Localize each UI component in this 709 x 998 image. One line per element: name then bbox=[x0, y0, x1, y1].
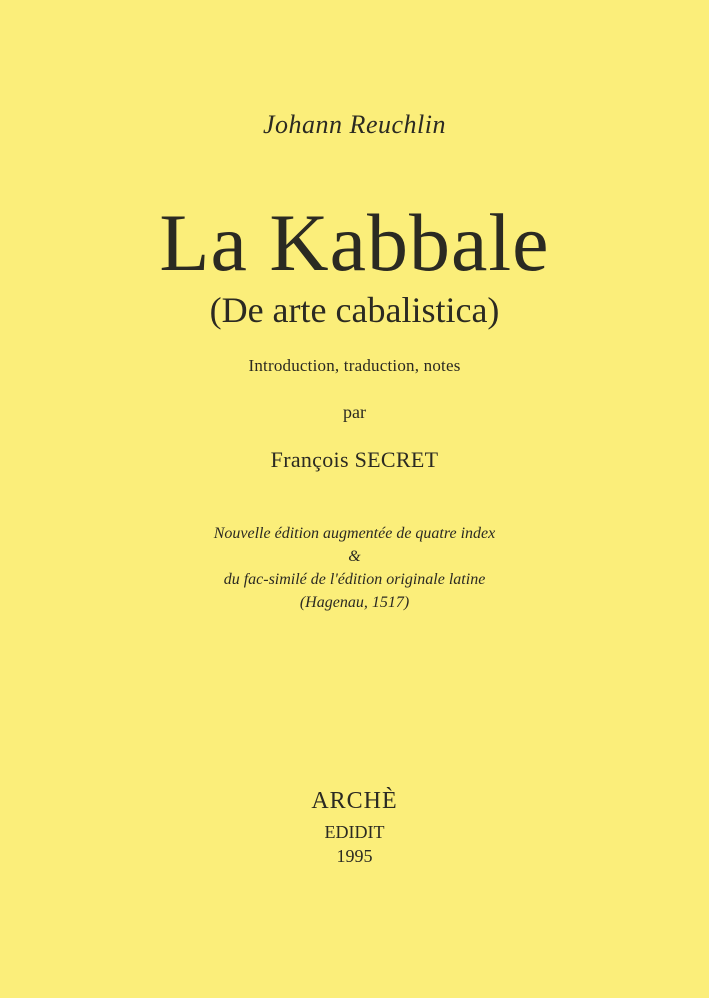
book-subtitle: (De arte cabalistica) bbox=[209, 290, 500, 330]
intro-line: Introduction, traduction, notes bbox=[248, 356, 461, 375]
edition-line-3: du fac-similé de l'édition originale latine bbox=[223, 571, 486, 588]
par-line: par bbox=[343, 402, 366, 422]
edition-note bbox=[0, 522, 709, 614]
book-title: La Kabbale bbox=[159, 197, 550, 288]
translator-name: François SECRET bbox=[270, 447, 439, 472]
imprint-line: EDIDIT bbox=[324, 822, 385, 842]
edition-line-4: (Hagenau, 1517) bbox=[299, 594, 410, 611]
author-name: Johann Reuchlin bbox=[263, 110, 446, 139]
edition-line-1: Nouvelle édition augmentée de quatre index bbox=[213, 525, 496, 542]
publication-year: 1995 bbox=[336, 846, 373, 866]
edition-line-2: & bbox=[348, 548, 361, 565]
publisher-name: ARCHÈ bbox=[311, 788, 398, 814]
